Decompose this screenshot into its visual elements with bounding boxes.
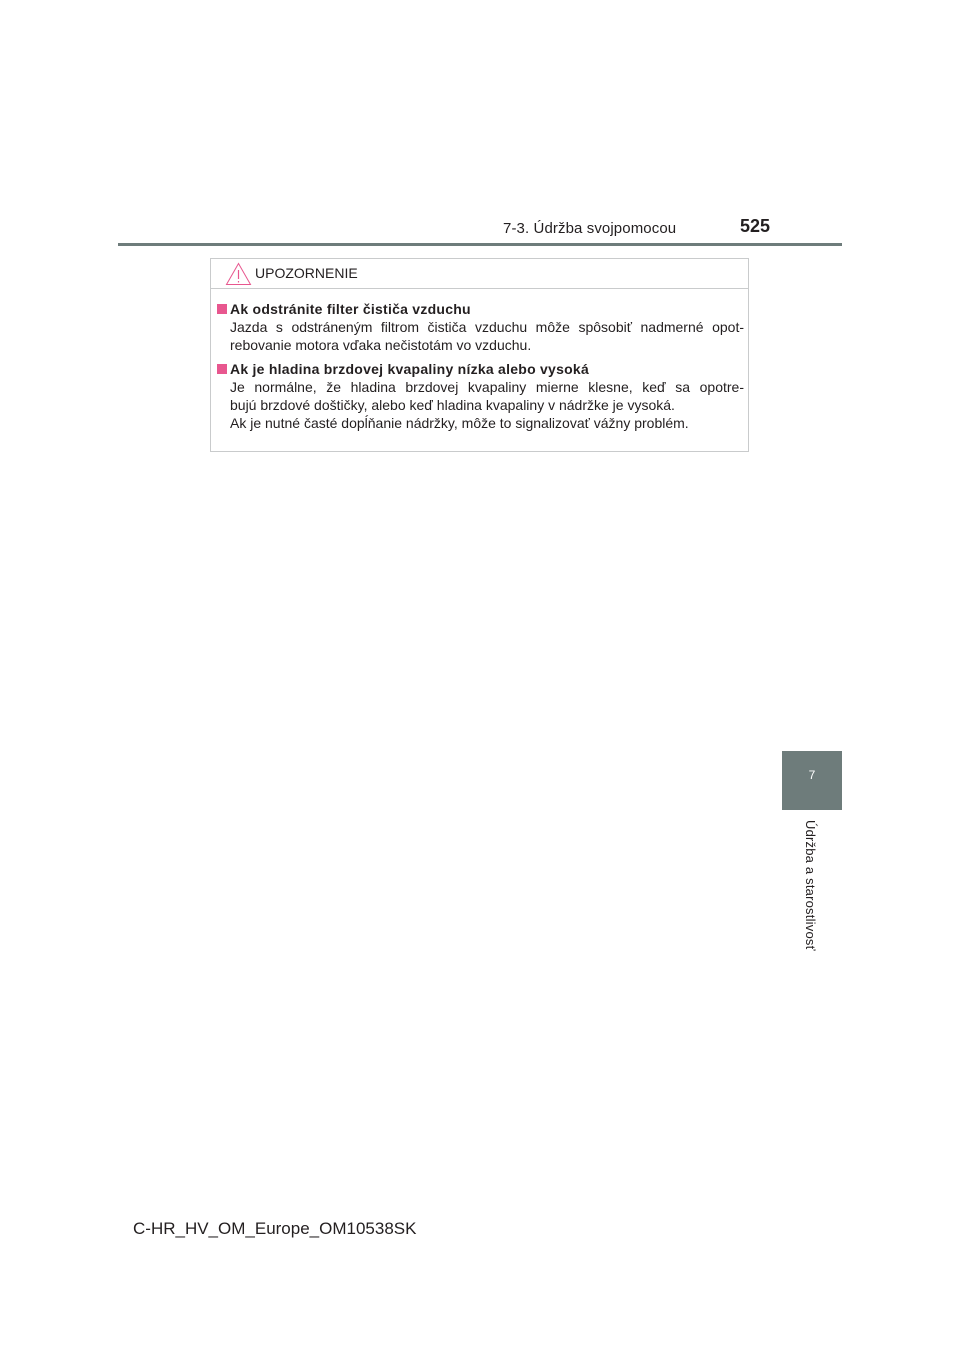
warning-box [210, 258, 749, 452]
section-title: 7-3. Údržba svojpomocou [503, 220, 677, 237]
warning-item-text [216, 378, 746, 432]
page-number: 525 [740, 216, 771, 236]
document-code: C-HR_HV_OM_Europe_OM10538SK [133, 1219, 417, 1238]
text-line: Ak je nutné časté dopĺňanie nádržky, môže to signalizovať vážny problém. [230, 415, 689, 431]
square-bullet-icon [217, 364, 227, 374]
warning-item-text [216, 318, 746, 354]
chapter-title: Údržba a starostlivosť [803, 820, 818, 951]
warning-triangle-icon [225, 262, 252, 286]
warning-header [211, 259, 748, 289]
header-divider [118, 243, 842, 246]
text-line: Jazda s odstráneným filtrom čističa vzduchu môže spôsobiť nadmerné opot- [230, 319, 744, 335]
chapter-number: 7 [808, 768, 816, 782]
square-bullet-icon [217, 304, 227, 314]
warning-body [216, 301, 746, 439]
warning-item [216, 361, 746, 432]
warning-title: UPOZORNENIE [255, 265, 358, 281]
text-line: Je normálne, že hladina brzdovej kvapaliny mierne klesne, keď sa opotre- [230, 379, 744, 395]
warning-item [216, 301, 746, 354]
warning-item-heading: Ak je hladina brzdovej kvapaliny nízka alebo vysoká [216, 361, 746, 378]
chapter-tab [782, 751, 842, 810]
text-line: bujú brzdové doštičky, alebo keď hladina kvapaliny v nádržke je vysoká. [230, 397, 675, 413]
text-line: rebovanie motora vďaka nečistotám vo vzduchu. [230, 337, 532, 353]
warning-item-heading: Ak odstránite filter čističa vzduchu [216, 301, 746, 318]
